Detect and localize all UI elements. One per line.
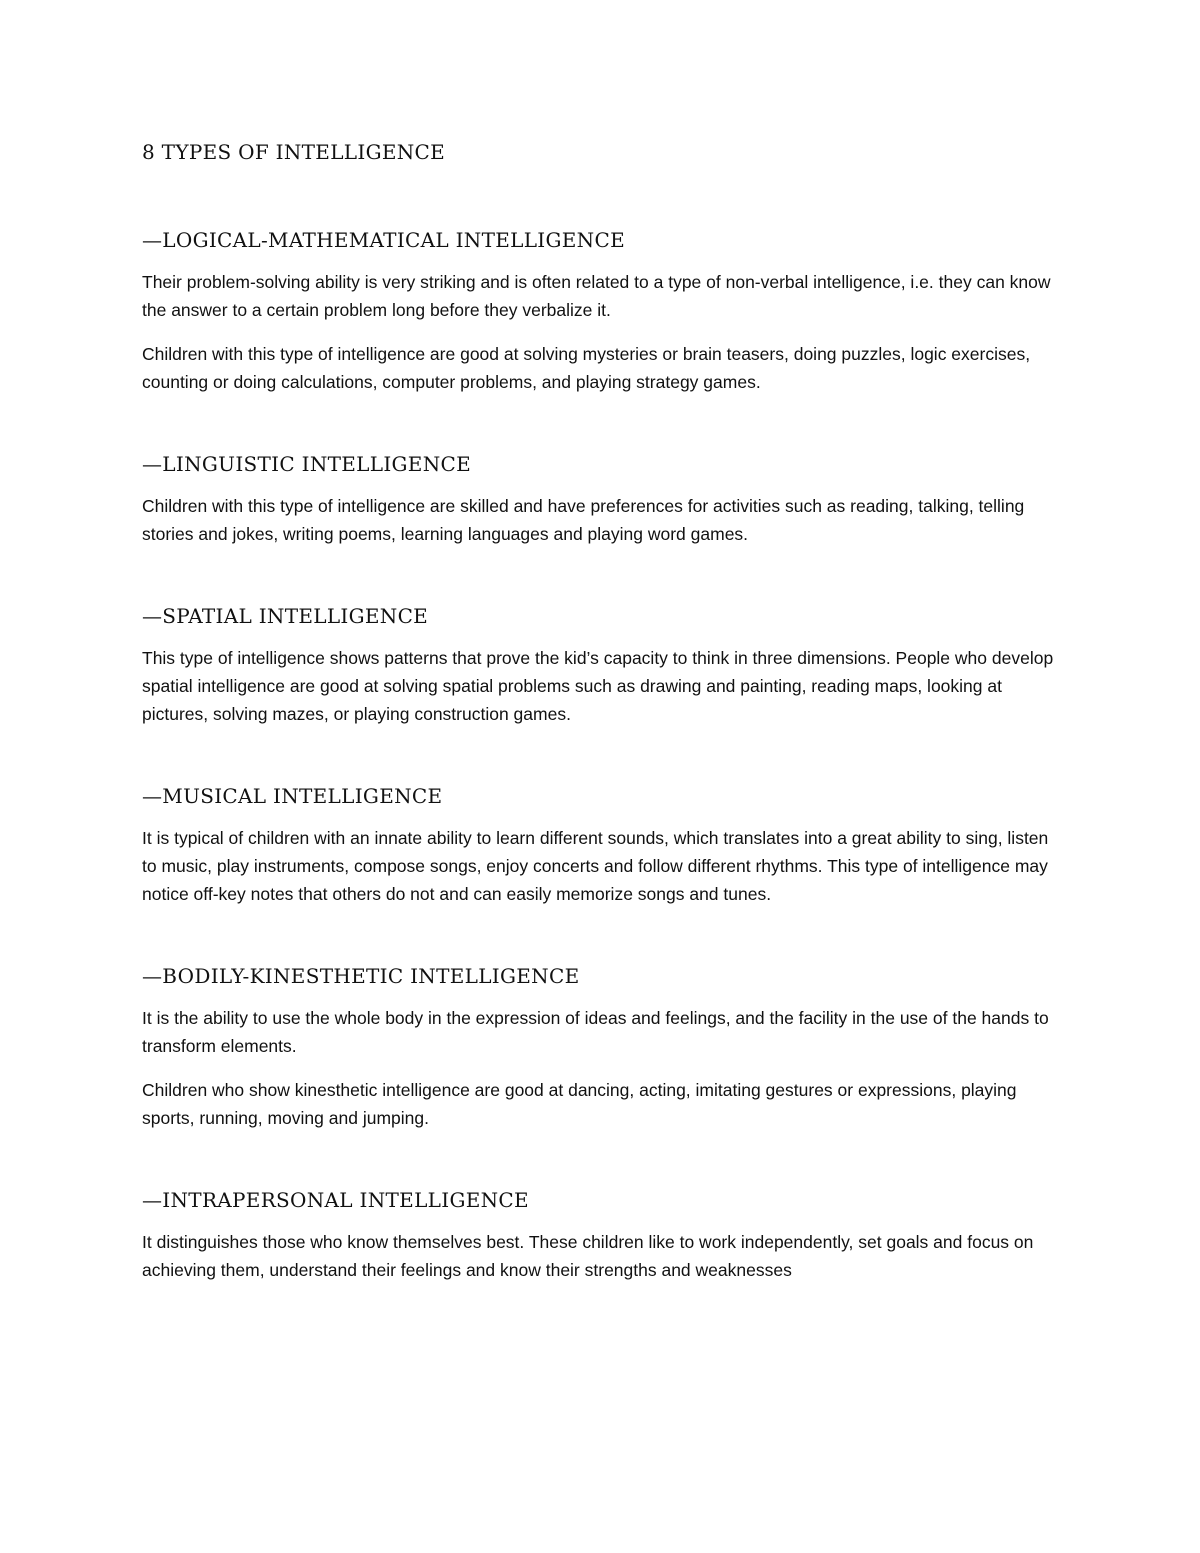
section-logical-mathematical	[142, 228, 1067, 396]
section-heading: —INTRAPERSONAL INTELLIGENCE	[142, 1188, 529, 1212]
paragraph: It is typical of children with an innate ability to learn different sounds, which translates into a great ability to sing, listen to music, play instruments, compose songs, enjoy concerts and follow different rhythms. This type of intelligence may notice off-key notes that others do not and can easily memorize songs and tunes.	[142, 828, 1049, 904]
section-heading: —SPATIAL INTELLIGENCE	[142, 604, 429, 628]
section-musical	[142, 784, 1067, 908]
section-heading: —BODILY-KINESTHETIC INTELLIGENCE	[142, 964, 580, 988]
paragraph: This type of intelligence shows patterns that prove the kid’s capacity to think in three dimensions. People who develop spatial intelligence are good at solving spatial problems such as drawing and painting, reading maps, looking at pictures, solving mazes, or playing construction games.	[142, 648, 1054, 724]
paragraph: Children who show kinesthetic intelligence are good at dancing, acting, imitating gestures or expressions, playing sports, running, moving and jumping.	[142, 1080, 1017, 1128]
section-spatial	[142, 604, 1067, 728]
paragraph: Their problem-solving ability is very striking and is often related to a type of non-verbal intelligence, i.e. they can know the answer to a certain problem long before they verbalize it.	[142, 272, 1051, 320]
paragraph: Children with this type of intelligence are good at solving mysteries or brain teasers, doing puzzles, logic exercises, counting or doing calculations, computer problems, and playing strategy games.	[142, 344, 1031, 392]
paragraph: It distinguishes those who know themselves best. These children like to work independently, set goals and focus on achieving them, understand their feelings and know their strengths and weaknesses	[142, 1232, 1034, 1280]
paragraph: Children with this type of intelligence are skilled and have preferences for activities such as reading, talking, telling stories and jokes, writing poems, learning languages and playing word games.	[142, 496, 1025, 544]
document-title: 8 TYPES OF INTELLIGENCE	[142, 140, 446, 164]
paragraph: It is the ability to use the whole body in the expression of ideas and feelings, and the facility in the use of the hands to transform elements.	[142, 1008, 1049, 1056]
section-bodily-kinesthetic	[142, 964, 1067, 1132]
section-heading: —LOGICAL-MATHEMATICAL INTELLIGENCE	[142, 228, 625, 252]
section-intrapersonal	[142, 1188, 1067, 1284]
document-body	[142, 140, 1067, 1340]
section-heading: —LINGUISTIC INTELLIGENCE	[142, 452, 471, 476]
section-heading: —MUSICAL INTELLIGENCE	[142, 784, 443, 808]
section-linguistic	[142, 452, 1067, 548]
